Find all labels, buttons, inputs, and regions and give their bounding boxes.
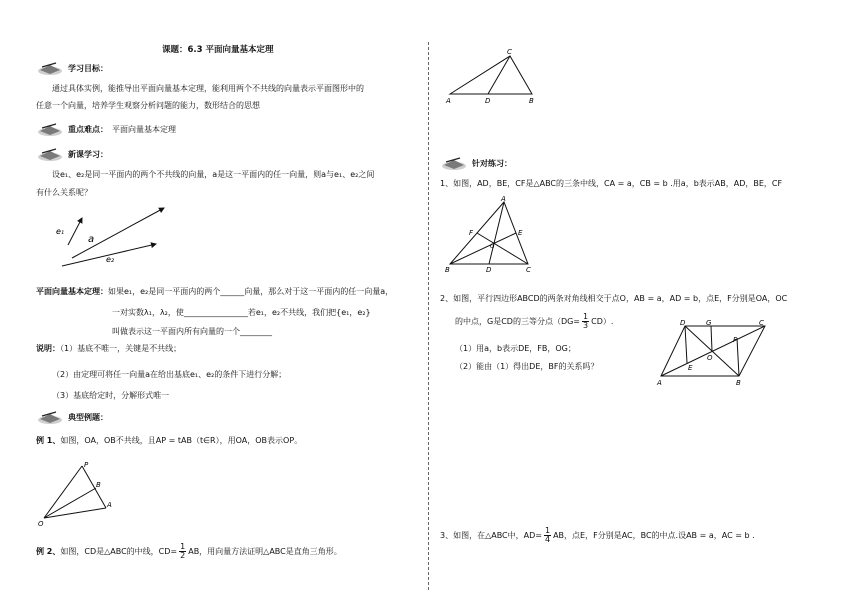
example-2-frac-num: 1: [180, 542, 186, 551]
example-2-label: 例 2、: [36, 546, 61, 556]
q1-G-label: G: [490, 243, 495, 250]
pen-book-icon: [36, 62, 64, 76]
top-C-label: C: [507, 48, 512, 56]
question-1-line: 1、如图，AD，BE，CF是△ABC的三条中线，CA = a，CB = b .用a，b表示AB，AD，BE，CF: [440, 179, 783, 188]
q1-D-label: D: [486, 266, 492, 274]
q1-B-label: B: [445, 266, 450, 274]
top-A-label: A: [446, 97, 451, 105]
note-label: 说明：: [36, 344, 60, 353]
new-heading-row: [36, 148, 108, 162]
ex1-A-label: A: [107, 501, 112, 509]
q2-diagonal-AC: [661, 326, 765, 376]
q2-C-label: C: [759, 319, 764, 327]
goals-line-2: 任意一个向量，培养学生观察分析问题的能力，数形结合的思想: [36, 101, 260, 110]
examples-heading-row: [36, 411, 108, 425]
goals-line-1: 通过具体实例，能推导出平面向量基本定理，能利用两个不共线的向量表示平面图形中的: [52, 84, 364, 93]
intro-line-2: 有什么关系呢？: [36, 188, 92, 197]
pen-book-icon: [36, 148, 64, 162]
question-2-line-2: [455, 313, 613, 330]
theorem-line-1: 如果e₁，e₂是同一平面内的两个______向量，那么对于这一平面内的任一向量a，: [108, 287, 394, 296]
note-2: （2）由定理可将任一向量a在给出基底e₁、e₂的条件下进行分解；: [52, 370, 287, 379]
note-row-1: [36, 344, 181, 354]
question-2-figure: [655, 318, 775, 388]
top-D-label: D: [485, 97, 491, 105]
a-vector: [72, 208, 164, 258]
examples-heading: 典型例题：: [68, 413, 108, 422]
basis-vectors-figure: [40, 200, 180, 270]
top-triangle-figure: [440, 44, 550, 106]
q3-fraction: [544, 527, 551, 544]
question-3-row: [440, 527, 755, 544]
practice-heading: 针对练习：: [472, 159, 512, 168]
q2-B-label: B: [736, 379, 741, 387]
q1-A-label: A: [501, 196, 506, 203]
q1-E-label: E: [518, 229, 523, 237]
question-2-sub-1: （1）用a，b表示DE，FB，OG；: [455, 344, 576, 353]
theorem-line-2: 一对实数λ₁，λ₂，使________________若e₁，e₂不共线，我们把{e₁，e₂}: [112, 308, 371, 317]
ex1-B-label: B: [96, 481, 101, 489]
segment-CD: [488, 56, 510, 94]
q2-line-2-a: 的中点，G是CD的三等分点（DG=: [455, 316, 581, 326]
q2-A-label: A: [657, 379, 662, 387]
note-1: （1）基底不唯一，关键是不共线；: [60, 344, 182, 353]
theorem-label: 平面向量基本定理：: [36, 287, 108, 296]
example-2-fraction: [179, 543, 186, 560]
page-title: 课题：6.3 平面向量基本定理: [162, 45, 274, 55]
fig-a-label: a: [88, 234, 95, 245]
q2-segment-BF: [737, 338, 739, 376]
q2-fraction: [582, 313, 589, 330]
pen-book-icon: [440, 157, 468, 171]
q1-F-label: F: [469, 229, 474, 237]
example-1-text: 如图，OA，OB不共线，且AP = tAB（t∈R），用OA，OB表示OP。: [60, 436, 303, 445]
q2-O-label: O: [707, 354, 713, 362]
example-2-text-b: AB，用向量方法证明△ABC是直角三角形。: [188, 546, 342, 556]
e1-vector: [68, 218, 82, 245]
q1-C-label: C: [526, 266, 531, 274]
example-2-row: [36, 543, 342, 560]
ex1-O-label: O: [38, 520, 44, 528]
ex1-OP-line: [44, 466, 82, 518]
example-1-figure: [36, 456, 126, 528]
example-2-frac-den: 2: [180, 551, 186, 560]
q2-frac-den: 3: [583, 321, 589, 330]
q1-median-BE: [450, 233, 516, 264]
q3-frac-num: 1: [544, 526, 551, 535]
example-1-row: [36, 436, 302, 446]
q3-frac-den: 4: [544, 535, 551, 544]
q2-D-label: D: [680, 319, 686, 327]
example-1-label: 例 1、: [36, 436, 61, 445]
pen-book-icon: [36, 123, 64, 137]
fig-e2-label: e₂: [106, 255, 115, 264]
key-heading: 重点难点：: [68, 125, 108, 134]
q2-frac-num: 1: [583, 312, 589, 321]
goals-heading: 学习目标：: [68, 64, 108, 73]
q1-median-CF: [477, 233, 528, 264]
key-text: 平面向量基本定理: [112, 125, 176, 134]
q2-G-label: G: [706, 319, 712, 327]
top-B-label: B: [529, 97, 534, 105]
note-3: （3）基底给定时，分解形式唯一: [52, 391, 170, 400]
pen-book-icon: [36, 411, 64, 425]
theorem-row-1: [36, 287, 393, 297]
example-2-text-a: 如图，CD是△ABC的中线，CD=: [60, 546, 178, 556]
ex1-PA-line: [82, 466, 106, 508]
q3-text-b: AB，点E，F分别是AC，BC的中点.设AB = a，AC = b .: [553, 530, 755, 540]
fig-e1-label: e₁: [56, 227, 65, 236]
column-divider: [428, 42, 429, 590]
key-heading-row: [36, 123, 176, 137]
intro-line-1: 设e₁、e₂是同一平面内的两个不共线的向量，a是这一平面内的任一向量，则a与e₁、e₂之间: [52, 170, 375, 179]
ex1-P-label: P: [84, 461, 89, 469]
q1-triangle: [450, 202, 528, 264]
q2-segment-OG: [711, 326, 712, 351]
q2-E-label: E: [688, 364, 693, 372]
question-2-sub-2: （2）能由（1）得出DE，BF的关系吗？: [455, 362, 599, 371]
q3-text-a: 3、如图，在△ABC中，AD=: [440, 530, 542, 540]
question-2-line-1: 2、如图，平行四边形ABCD的两条对角线相交于点O，AB = a，AD = b，点E，F分别是OA，OC: [440, 294, 788, 303]
q2-F-label: F: [733, 336, 738, 344]
q2-segment-DE: [685, 326, 687, 363]
goals-heading-row: [36, 62, 108, 76]
theorem-line-3: 叫做表示这一平面内所有向量的一个________: [112, 327, 272, 336]
new-heading: 新课学习：: [68, 150, 108, 159]
practice-heading-row: [440, 157, 512, 171]
question-1-figure: [442, 196, 542, 274]
q2-line-2-b: CD）.: [591, 316, 614, 326]
